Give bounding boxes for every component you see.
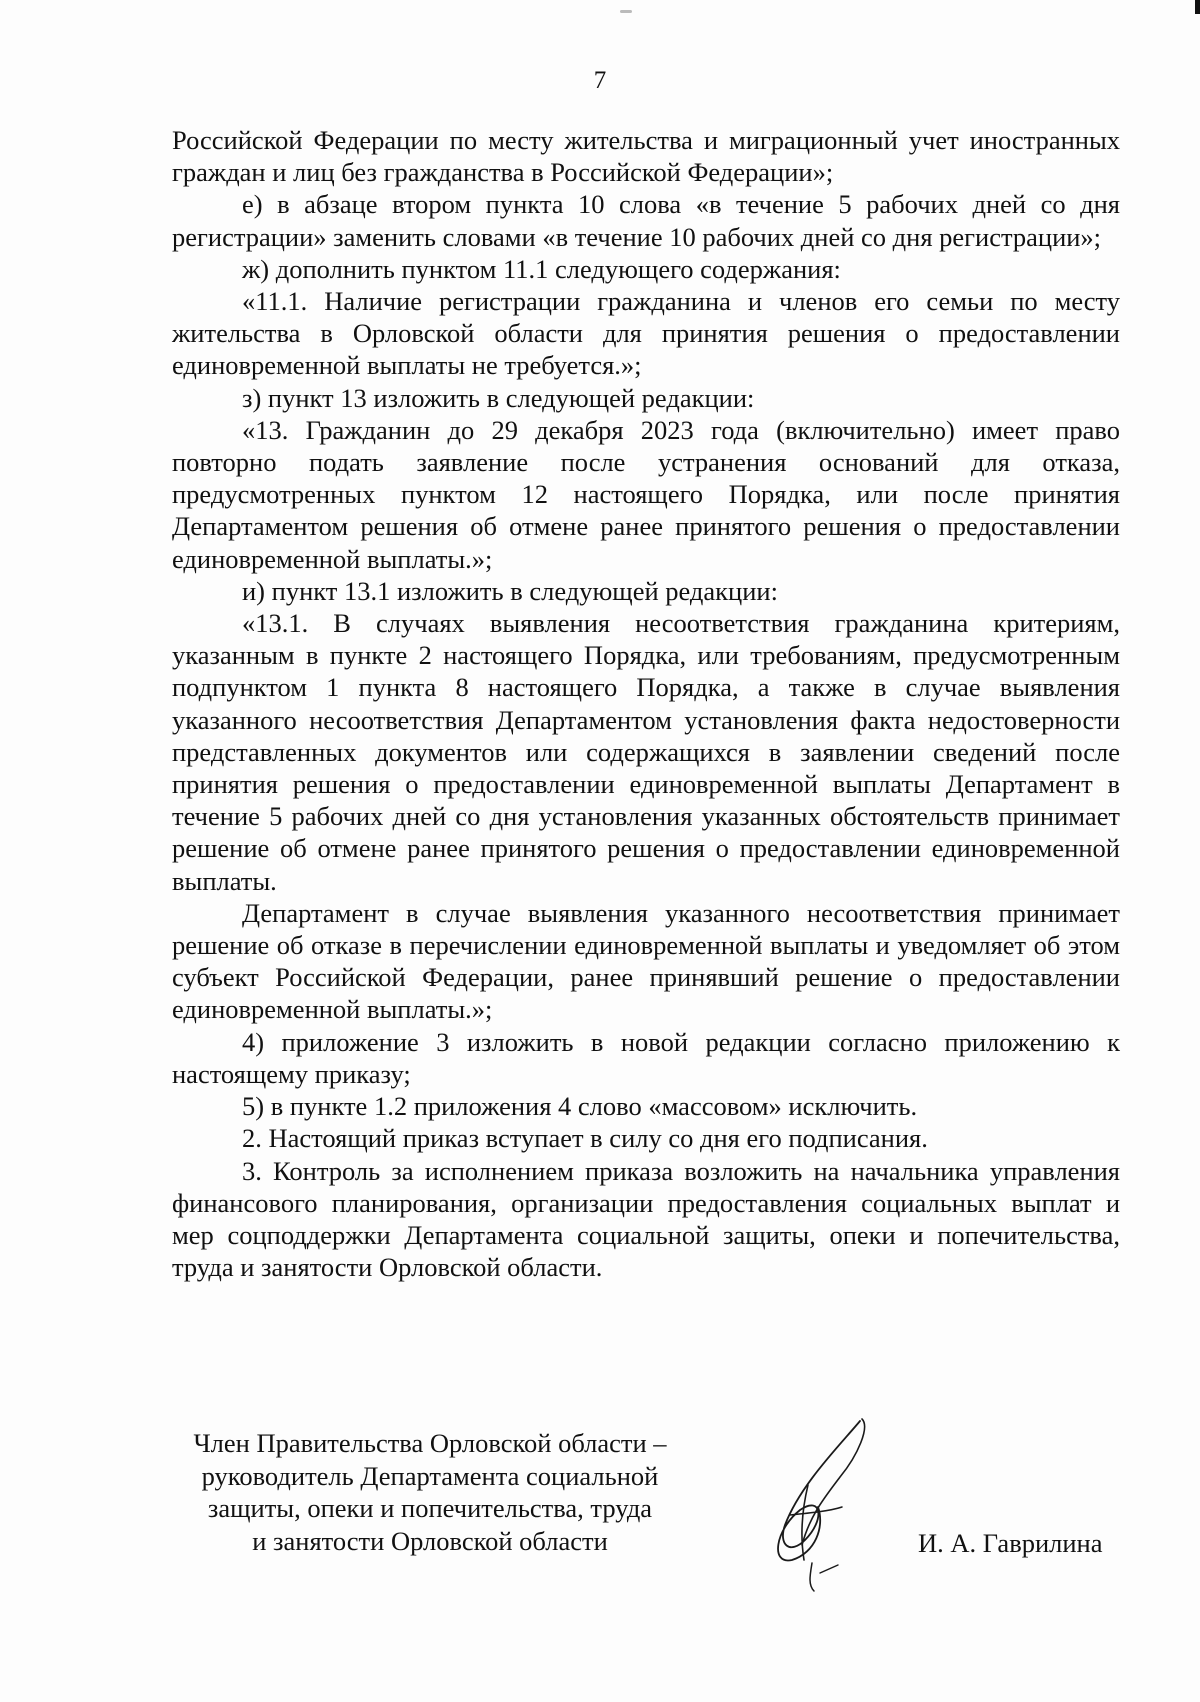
handwritten-signature	[730, 1415, 880, 1595]
paragraph: и) пункт 13.1 изложить в следующей редакции:	[242, 575, 778, 606]
signer-position-line: Член Правительства Орловской области –	[193, 1428, 667, 1458]
signer-position-line: руководитель Департамента социальной	[201, 1460, 659, 1491]
paragraph: «11.1. Наличие регистрации гражданина и членов его семьи по месту жительства в Орловской области для принятия решения о предоставлении единовременной выплаты не требуется.»;	[172, 286, 1120, 381]
document-body	[172, 124, 1120, 1283]
paragraph: «13. Гражданин до 29 декабря 2023 года (включительно) имеет право повторно подать заявление после устранения оснований для отказа, предусмотренных пунктом 12 настоящего Порядка, или после принятия Департаментом решения об отмене ранее принятого решения о предоставлении единовременной выплаты.»;	[172, 414, 1120, 574]
paragraph: ж) дополнить пунктом 11.1 следующего содержания:	[242, 253, 841, 284]
paragraph: 4) приложение 3 изложить в новой редакции согласно приложению к настоящему приказу;	[172, 1026, 1120, 1089]
paragraph: 5) в пункте 1.2 приложения 4 слово «массовом» исключить.	[242, 1091, 918, 1122]
paragraph: Департамент в случае выявления указанного несоответствия принимает решение об отказе в перечислении единовременной выплаты и уведомляет об этом субъект Российской Федерации, ранее принявший решение о предоставлении единовременной выплаты.»;	[172, 897, 1120, 1025]
signer-position-line: и занятости Орловской области	[252, 1525, 608, 1556]
page-number: 7	[593, 67, 607, 94]
paragraph: з) пункт 13 изложить в следующей редакции:	[242, 382, 755, 413]
paragraph: «13.1. В случаях выявления несоответствия гражданина критериям, указанным в пункте 2 настоящего Порядка, или требованиям, предусмотренным подпунктом 1 пункта 8 настоящего Порядка, а также в случае выявления указанного несоответствия Департаментом установления факта недостоверности представленных документов или содержащихся в заявлении сведений после принятия решения о предоставлении единовременной выплаты Департамент в течение 5 рабочих дней со дня установления указанных обстоятельств принимает решение об отмене ранее принятого решения о предоставлении единовременной выплаты.	[172, 608, 1120, 896]
scan-edge-mark	[1195, 0, 1200, 14]
paragraph: Российской Федерации по месту жительства и миграционный учет иностранных граждан и лиц без гражданства в Российской Федерации»;	[172, 125, 1120, 188]
signer-position-line: защиты, опеки и попечительства, труда	[207, 1493, 653, 1523]
scan-artifact	[620, 10, 632, 13]
paragraph: 2. Настоящий приказ вступает в силу со дня его подписания.	[242, 1123, 928, 1154]
signer-name: И. А. Гаврилина	[918, 1528, 1103, 1558]
paragraph: е) в абзаце втором пункта 10 слова «в течение 5 рабочих дней со дня регистрации» заменить словами «в течение 10 рабочих дней со дня регистрации»;	[172, 189, 1120, 252]
paragraph: 3. Контроль за исполнением приказа возложить на начальника управления финансового планирования, организации предоставления социальных выплат и мер соцподдержки Департамента социальной защиты, опеки и попечительства, труда и занятости Орловской области.	[172, 1155, 1120, 1283]
signer-position	[160, 1427, 700, 1557]
